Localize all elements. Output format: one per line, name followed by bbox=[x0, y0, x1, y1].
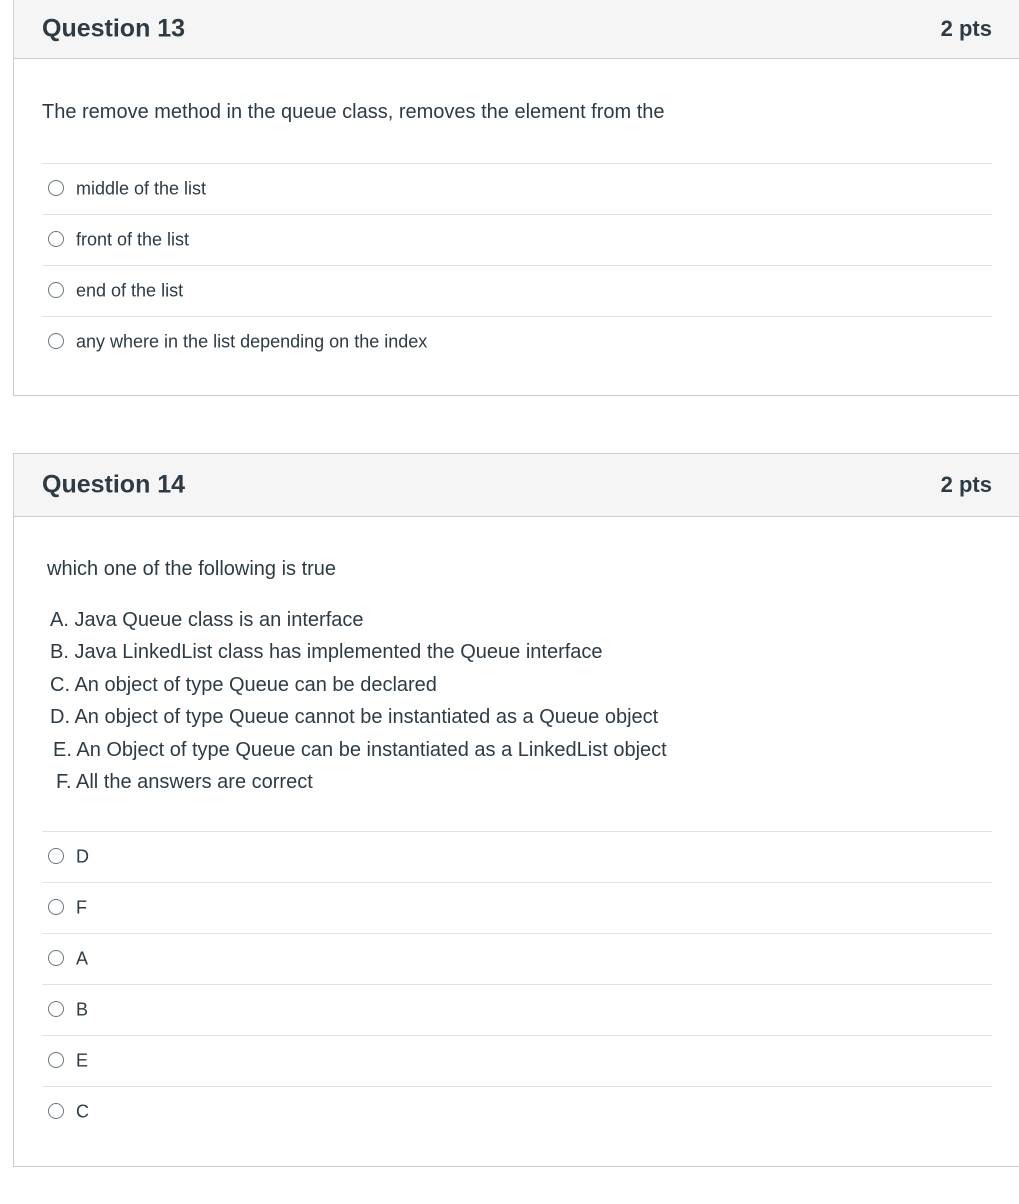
answer-label[interactable]: D bbox=[76, 846, 89, 867]
answer-label[interactable]: middle of the list bbox=[76, 178, 207, 199]
question-text: which one of the following is true bbox=[47, 558, 337, 580]
question-title: Question 13 bbox=[42, 14, 186, 43]
answer-option[interactable] bbox=[42, 163, 992, 214]
question-title: Question 14 bbox=[42, 470, 186, 499]
answer-label[interactable]: A bbox=[76, 948, 89, 969]
answer-label[interactable]: end of the list bbox=[76, 280, 184, 301]
answer-option[interactable] bbox=[42, 214, 992, 265]
answer-label[interactable]: any where in the list depending on the index bbox=[76, 331, 428, 352]
question-14-card bbox=[13, 453, 1019, 1167]
answer-option[interactable] bbox=[42, 316, 992, 367]
answer-list bbox=[42, 831, 992, 1137]
answer-label[interactable]: F bbox=[76, 897, 87, 918]
radio-button[interactable] bbox=[48, 848, 64, 864]
question-header bbox=[14, 454, 1019, 517]
radio-button[interactable] bbox=[48, 1052, 64, 1068]
answer-option[interactable] bbox=[42, 265, 992, 316]
radio-button[interactable] bbox=[48, 950, 64, 966]
radio-button[interactable] bbox=[48, 231, 64, 247]
statement: F. All the answers are correct bbox=[56, 770, 313, 793]
answer-label[interactable]: C bbox=[76, 1101, 89, 1122]
statement: A. Java Queue class is an interface bbox=[50, 609, 364, 631]
radio-button[interactable] bbox=[48, 282, 64, 298]
question-points: 2 pts bbox=[940, 16, 992, 41]
answer-option[interactable] bbox=[42, 933, 992, 984]
answer-option[interactable] bbox=[42, 882, 992, 933]
answer-list bbox=[42, 163, 992, 367]
answer-option[interactable] bbox=[42, 984, 992, 1035]
answer-label[interactable]: front of the list bbox=[76, 229, 190, 250]
question-13-card bbox=[13, 0, 1019, 396]
answer-option[interactable] bbox=[42, 831, 992, 882]
radio-button[interactable] bbox=[48, 333, 64, 349]
question-points: 2 pts bbox=[940, 472, 992, 497]
radio-button[interactable] bbox=[48, 180, 64, 196]
answer-label[interactable]: B bbox=[76, 999, 89, 1020]
statement: D. An object of type Queue cannot be instantiated as a Queue object bbox=[50, 706, 659, 729]
answer-option[interactable] bbox=[42, 1086, 992, 1137]
question-text: The remove method in the queue class, removes the element from the bbox=[42, 101, 665, 123]
radio-button[interactable] bbox=[48, 899, 64, 915]
statement: E. An Object of type Queue can be instantiated as a LinkedList object bbox=[53, 738, 667, 761]
statement: B. Java LinkedList class has implemented the Queue interface bbox=[50, 641, 603, 664]
statement-list bbox=[50, 604, 667, 798]
answer-label[interactable]: E bbox=[76, 1050, 89, 1071]
answer-option[interactable] bbox=[42, 1035, 992, 1086]
statement: C. An object of type Queue can be declared bbox=[50, 673, 437, 696]
radio-button[interactable] bbox=[48, 1001, 64, 1017]
question-header bbox=[14, 0, 1019, 59]
radio-button[interactable] bbox=[48, 1103, 64, 1119]
